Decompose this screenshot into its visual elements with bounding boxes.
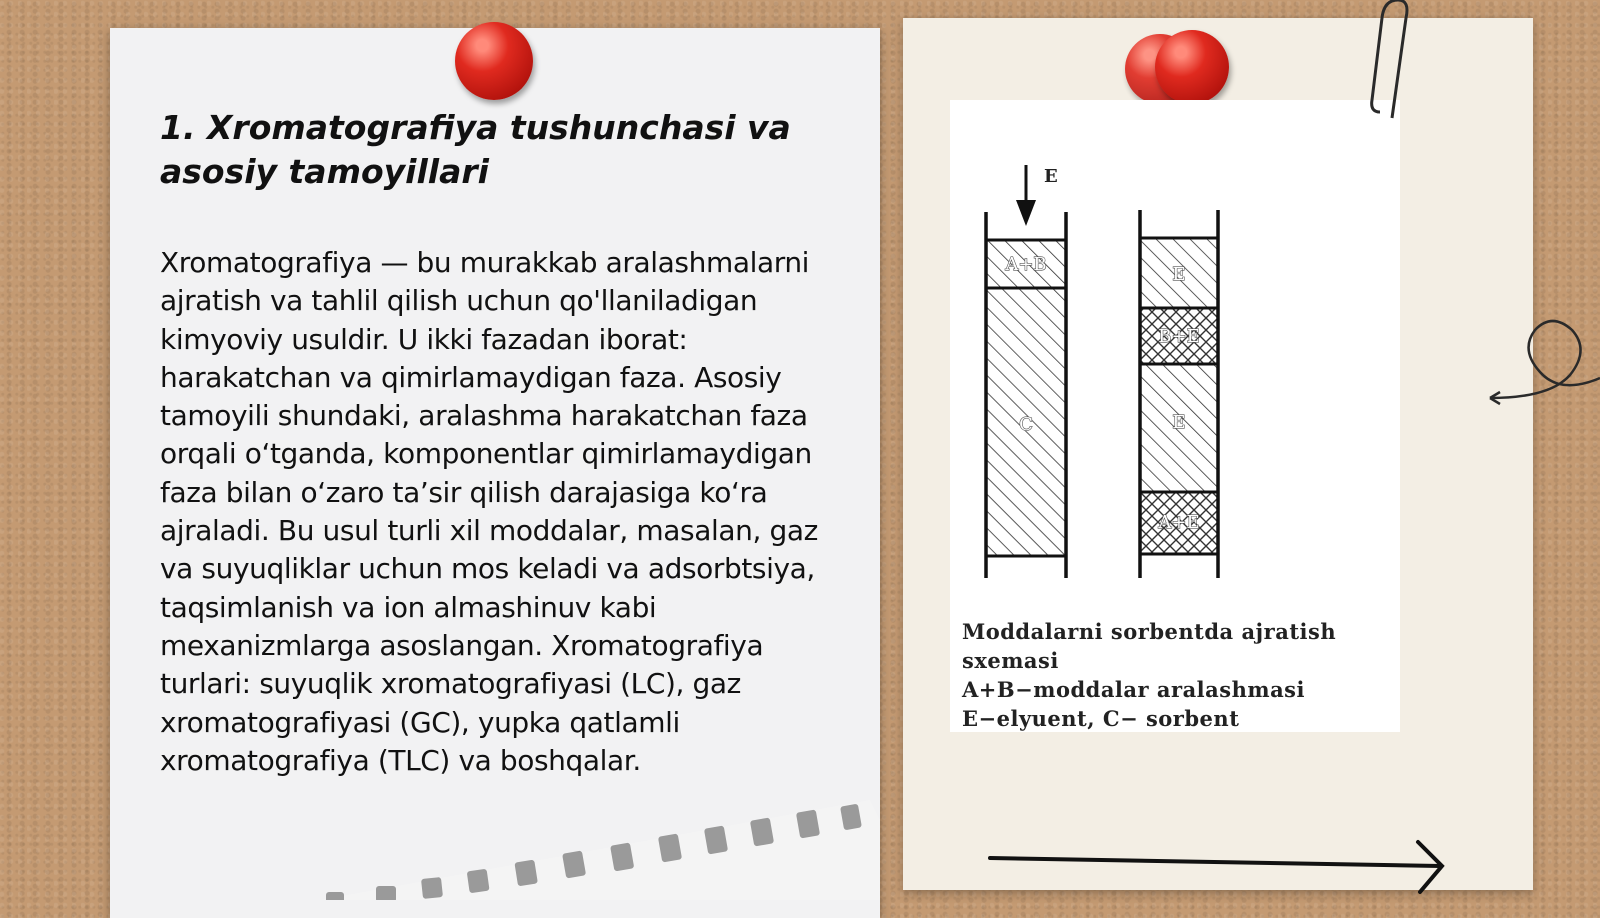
band-label-ae: A+E	[1158, 512, 1200, 533]
eluent-arrow	[1016, 165, 1036, 226]
caption-line: A+B−moddalar aralashmasi	[962, 677, 1305, 702]
band-label-e1: E	[1172, 264, 1186, 285]
eluent-arrow-label: E	[1044, 166, 1058, 187]
body-paragraph: Xromatografiya — bu murakkab aralashmalarni ajratish va tahlil qilish uchun qo'llaniladigan kimyoviy usuldir. U ikki fazadan iborat: harakatchan va qimirlamaydigan faza. Asosiy tamoyili shundaki, aralashma harakatchan faza orqali o‘tganda, komponentlar qimirlamaydigan faza bilan o‘zaro ta’sir qilish darajasiga ko‘ra ajraladi. Bu usul turli xil moddalar, masalan, gaz va suyuqliklar uchun mos keladi va adsorbtsiya, taqsimlanish va ion almashinuv kabi mexanizmlarga asoslangan. Xromatografiya turlari: suyuqlik xromatografiyasi (LC), gaz xromatografiyasi (GC), yupka qatlamli xromatografiya (TLC) va boshqalar.	[160, 246, 818, 777]
band-label-be: B+E	[1158, 326, 1200, 347]
arrow-right-icon	[990, 842, 1442, 892]
caption-line: Moddalarni sorbentda ajratish sxemasi	[962, 619, 1337, 673]
band-label-ab: A+B	[1005, 254, 1047, 275]
section-title: 1. Xromatografiya tushunchasi va asosiy tamoyillari	[160, 108, 791, 191]
caption-line: E−elyuent, C− sorbent	[962, 706, 1240, 731]
paper-clip-icon	[1372, 0, 1407, 118]
band-label-c: C	[1019, 414, 1033, 435]
band-label-e2: E	[1172, 412, 1186, 433]
figure-caption	[962, 617, 1382, 733]
string-decoration	[1490, 321, 1600, 404]
